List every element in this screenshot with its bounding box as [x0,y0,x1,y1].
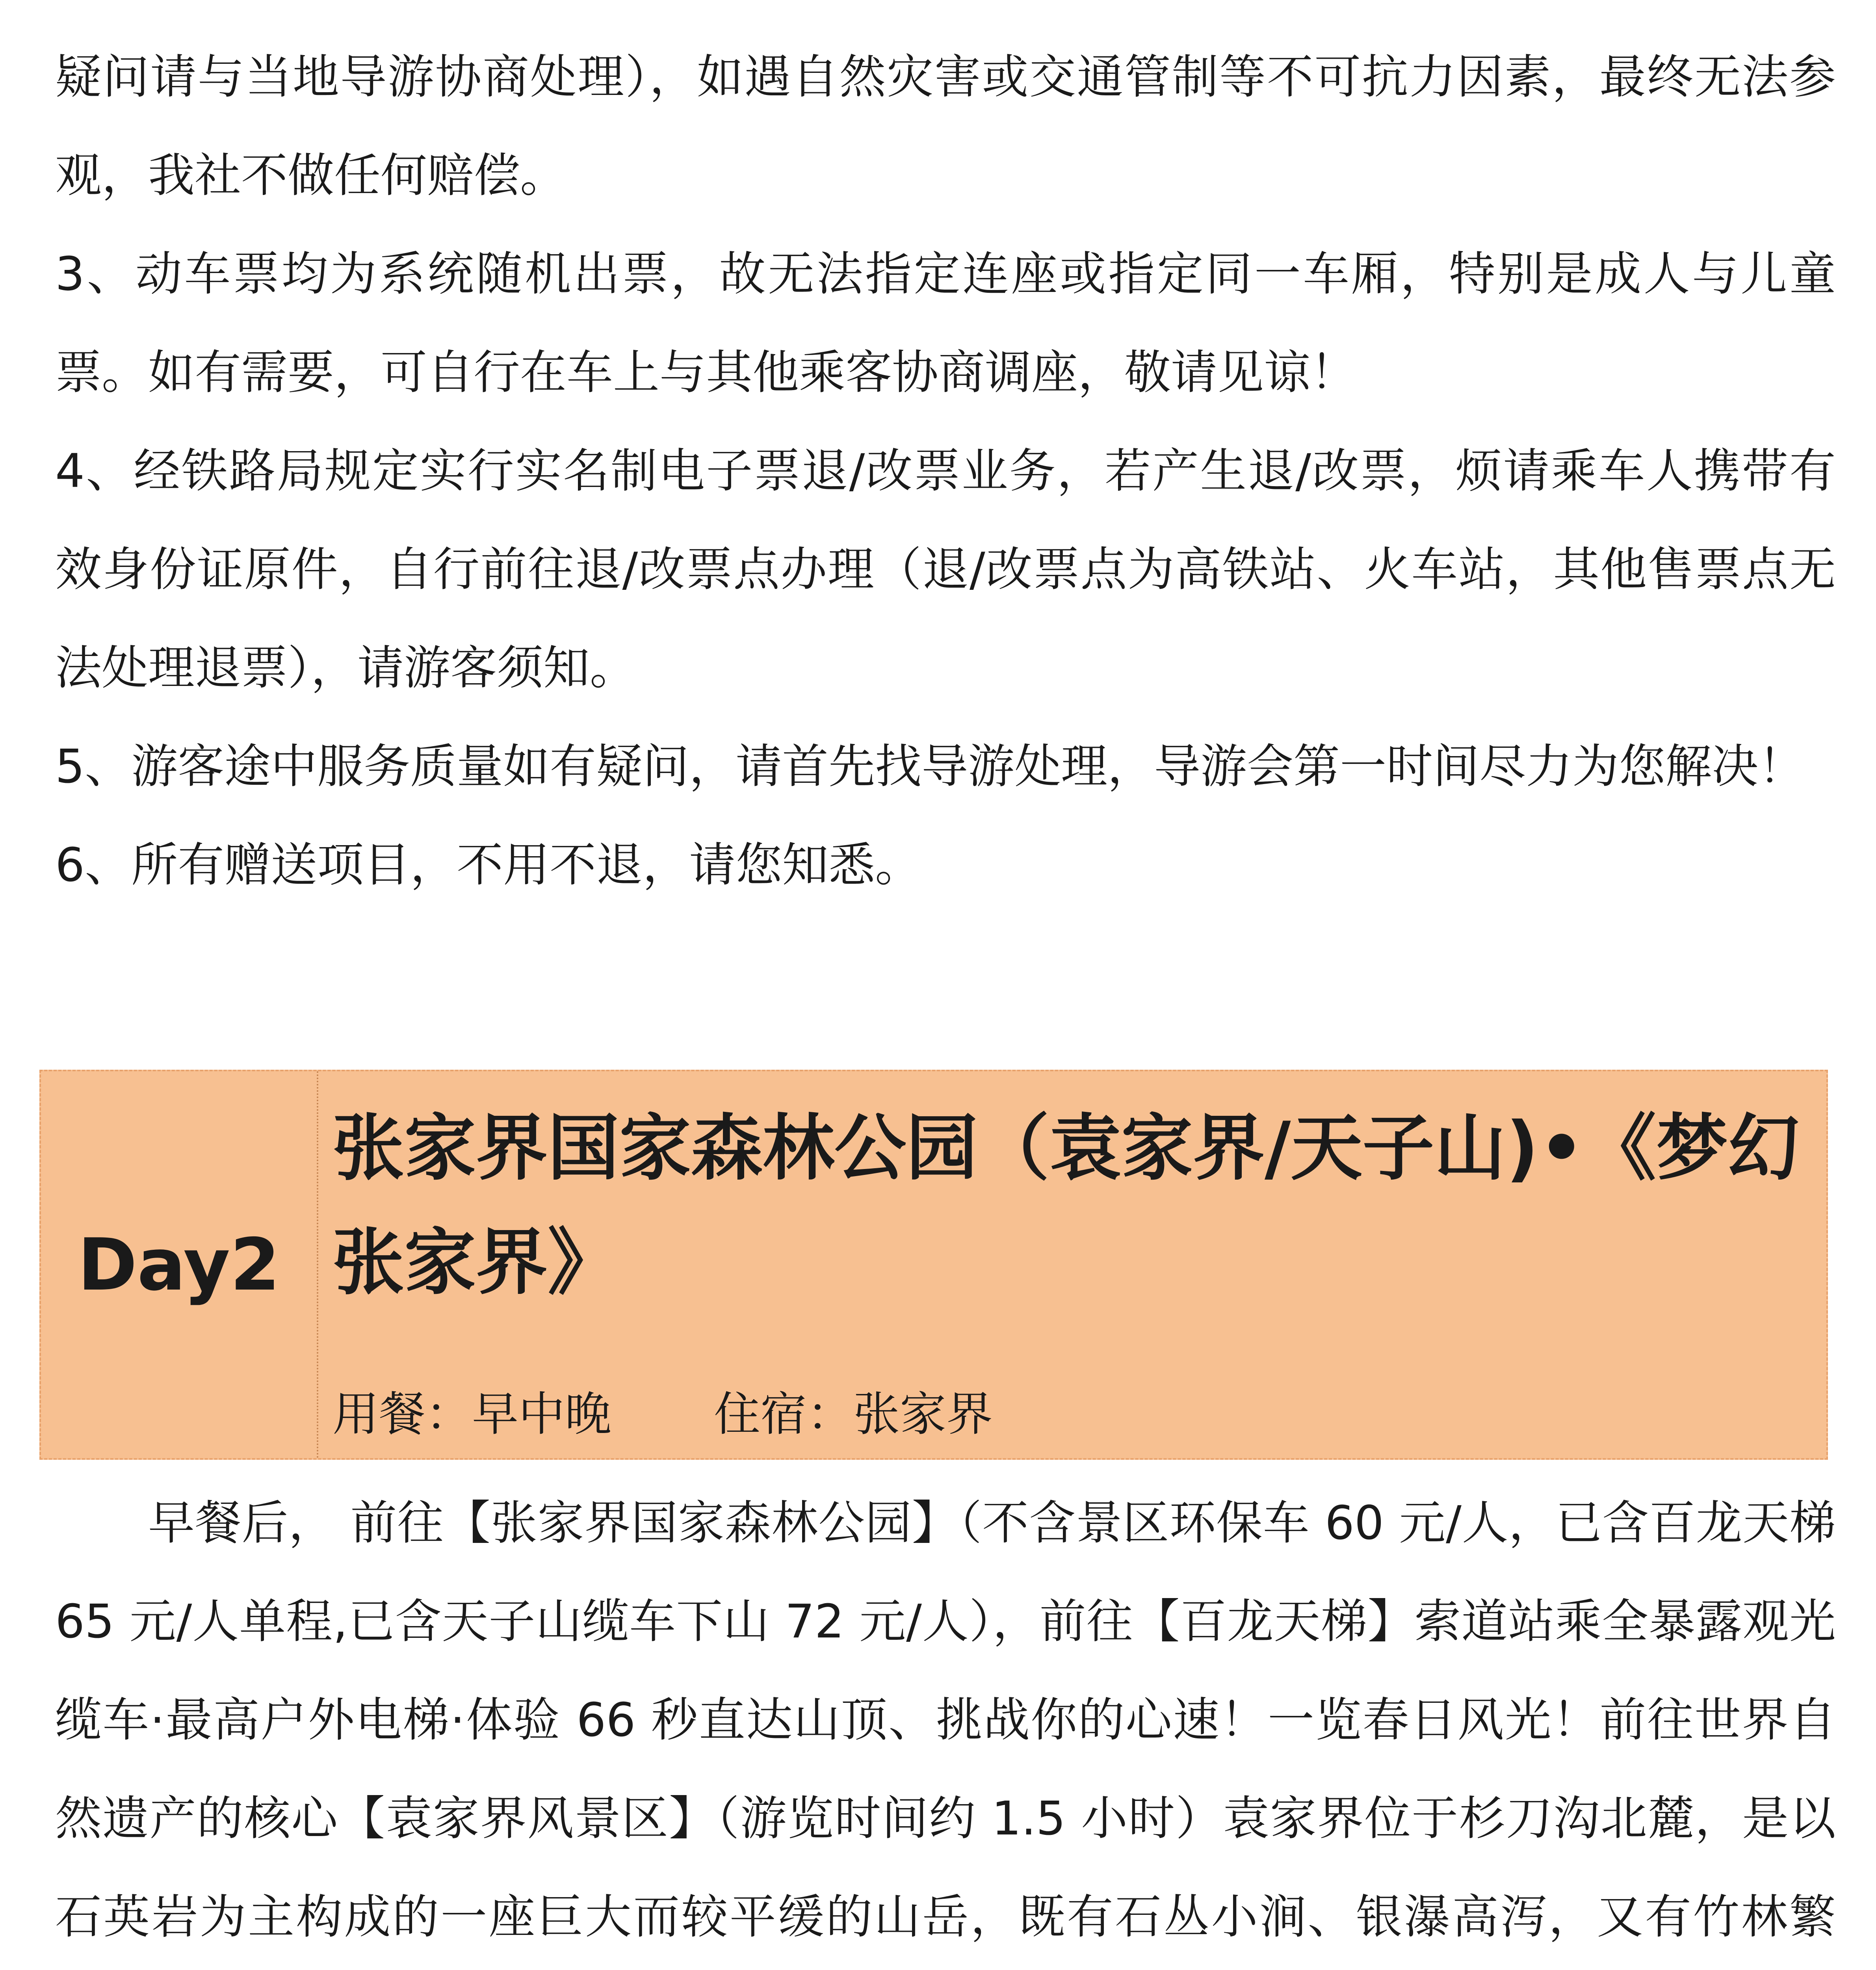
day-header-box [39,1070,1828,1460]
day-label: Day2 [78,1223,280,1307]
itinerary-paragraph: 早餐后， 前往【张家界国家森林公园】（不含景区环保车 60 元/人，已含百龙天梯 65 元/人单程,已含天子山缆车下山 72 元/人），前往【百龙天梯】索道站乘全暴露观光缆车·最高户外电梯·体验 66 秒直达山顶、挑战你的心速！一览春日风光！前往世界自然遗产的核心【袁家界风景区】（游览时间约 1.5 小时）袁家界位于杉刀沟北麓，是以石英岩为主构成的一座巨大而较平缓的山岳，既有石丛小涧、银瀑高泻，又有竹林繁 [55,1496,1836,1944]
day-meta [332,1375,1814,1453]
note-paragraph: 4、经铁路局规定实行实名制电子票退/改票业务，若产生退/改票，烦请乘车人携带有效身份证原件，自行前往退/改票点办理（退/改票点为高铁站、火车站，其他售票点无法处理退票），请游客须知。 [55,444,1836,695]
day-divider [317,1071,318,1458]
lodging-info: 住宿：张家界 [714,1387,993,1441]
note-paragraph: 3、动车票均为系统随机出票，故无法指定连座或指定同一车厢，特别是成人与儿童票。如有需要，可自行在车上与其他乘客协商调座，敬请见谅！ [55,247,1836,400]
note-paragraph: 6、所有赠送项目，不用不退，请您知悉。 [55,838,922,892]
notes-section [55,28,1836,914]
meals-info: 用餐：早中晚 [332,1387,612,1441]
note-paragraph: 疑问请与当地导游协商处理），如遇自然灾害或交通管制等不可抗力因素，最终无法参观，我社不做任何赔偿。 [55,50,1836,203]
day-title: 张家界国家森林公园（袁家界/天子山)•《梦幻张家界》 [332,1106,1800,1304]
itinerary-body [55,1474,1836,1970]
note-paragraph: 5、游客途中服务质量如有疑问，请首先找导游处理，导游会第一时间尽力为您解决！ [55,739,1805,794]
